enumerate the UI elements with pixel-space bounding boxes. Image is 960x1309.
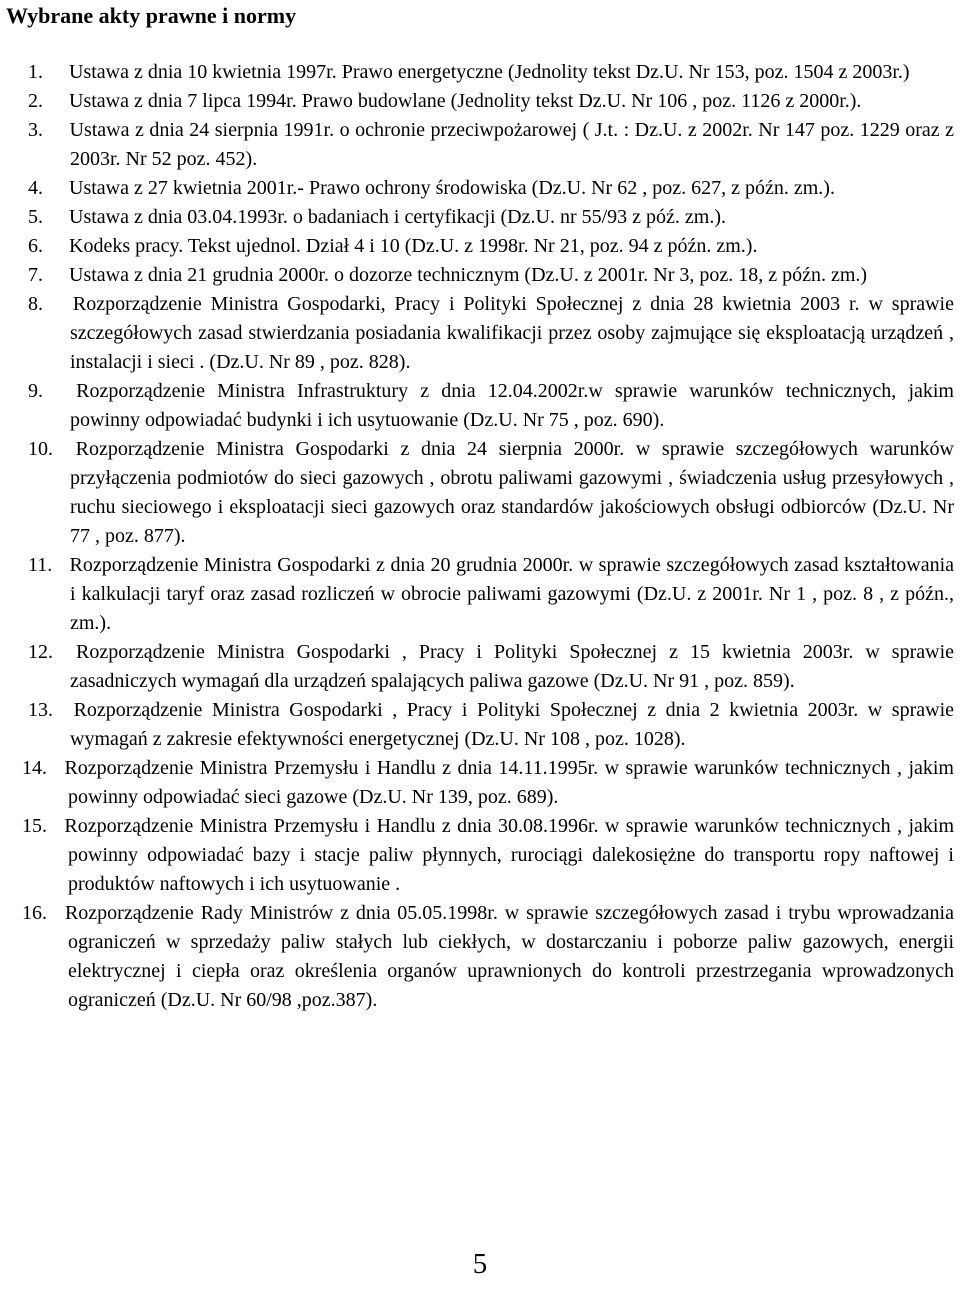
item-text: Ustawa z dnia 7 lipca 1994r. Prawo budowlane (Jednolity tekst Dz.U. Nr 106 , poz. 1126 z 2000r.). xyxy=(69,90,862,112)
list-item xyxy=(0,696,960,754)
item-text: Rozporządzenie Ministra Infrastruktury z dnia 12.04.2002r.w sprawie warunków technicznych, jakim powinny odpowiadać budynki i ich usytuowanie (Dz.U. Nr 75 , poz. 690). xyxy=(70,380,954,431)
item-number: 3. xyxy=(28,119,43,141)
item-text: Rozporządzenie Ministra Gospodarki , Pracy i Polityki Społecznej z dnia 2 kwietnia 2003r. w sprawie wymagań z zakresie efektywności energetycznej (Dz.U. Nr 108 , poz. 1028). xyxy=(70,699,955,750)
item-number: 14. xyxy=(22,757,47,779)
item-text: Rozporządzenie Ministra Gospodarki , Pracy i Polityki Społecznej z 15 kwietnia 2003r. w sprawie zasadniczych wymagań dla urządzeń spalających paliwa gazowe (Dz.U. Nr 91 , poz. 859). xyxy=(70,641,954,692)
item-number: 6. xyxy=(28,235,43,257)
item-number: 2. xyxy=(28,90,43,112)
item-text: Rozporządzenie Rady Ministrów z dnia 05.05.1998r. w sprawie szczegółowych zasad i trybu wprowadzania ograniczeń w sprzedaży paliw stałych lub ciekłych, w dostarczaniu i poborze paliw gazowych, energii elektrycznej i ciepła oraz określenia organów uprawnionych do kontroli przestrzegania wprowadzonych ograniczeń (Dz.U. Nr 60/98 ,poz.387). xyxy=(64,902,954,1011)
item-text: Ustawa z 27 kwietnia 2001r.- Prawo ochrony środowiska (Dz.U. Nr 62 , poz. 627, z późn. zm.). xyxy=(69,177,835,199)
list-item xyxy=(0,87,960,116)
list-item xyxy=(0,812,960,899)
item-number: 13. xyxy=(28,699,53,721)
list-item xyxy=(0,261,960,290)
item-number: 9. xyxy=(28,380,43,402)
list-item xyxy=(0,899,960,1015)
item-text: Rozporządzenie Ministra Przemysłu i Handlu z dnia 30.08.1996r. w sprawie warunków technicznych , jakim powinny odpowiadać bazy i stacje paliw płynnych, rurociągi dalekosiężne do transportu ropy naftowej i produktów naftowych i ich usytuowanie . xyxy=(64,815,955,895)
item-number: 12. xyxy=(28,641,53,663)
item-text: Rozporządzenie Ministra Gospodarki z dnia 20 grudnia 2000r. w sprawie szczegółowych zasad kształtowania i kalkulacji taryf oraz zasad rozliczeń w obrocie paliwami gazowymi (Dz.U. z 2001r. Nr 1 , poz. 8 , z późn., zm.). xyxy=(69,554,955,634)
item-number: 16. xyxy=(22,902,47,924)
list-item xyxy=(0,116,960,174)
item-number: 4. xyxy=(28,177,43,199)
item-number: 15. xyxy=(22,815,47,837)
item-text: Ustawa z dnia 24 sierpnia 1991r. o ochronie przeciwpożarowej ( J.t. : Dz.U. z 2002r. Nr 147 poz. 1229 oraz z 2003r. Nr 52 poz. 452). xyxy=(69,119,954,170)
item-text: Rozporządzenie Ministra Gospodarki, Pracy i Polityki Społecznej z dnia 28 kwietnia 2003 r. w sprawie szczegółowych zasad stwierdzania posiadania kwalifikacji przez osoby zajmujące się eksploatacją urządzeń , instalacji i sieci . (Dz.U. Nr 89 , poz. 828). xyxy=(70,293,954,373)
list-item xyxy=(0,435,960,551)
list-item xyxy=(0,58,960,87)
page-number: 5 xyxy=(472,1248,488,1280)
item-text: Ustawa z dnia 10 kwietnia 1997r. Prawo energetyczne (Jednolity tekst Dz.U. Nr 153, poz. 1504 z 2003r.) xyxy=(69,61,910,83)
item-number: 1. xyxy=(28,61,43,83)
item-number: 8. xyxy=(28,293,43,315)
list-item xyxy=(0,638,960,696)
item-number: 11. xyxy=(28,554,53,576)
list-item xyxy=(0,203,960,232)
list-item xyxy=(0,232,960,261)
item-number: 10. xyxy=(28,438,53,460)
list-item xyxy=(0,551,960,638)
item-text: Ustawa z dnia 03.04.1993r. o badaniach i certyfikacji (Dz.U. nr 55/93 z póź. zm.). xyxy=(69,206,727,228)
item-text: Rozporządzenie Ministra Gospodarki z dnia 24 sierpnia 2000r. w sprawie szczegółowych warunków przyłączenia podmiotów do sieci gazowych , obrotu paliwami gazowymi , świadczenia usług przesyłowych , ruchu sieciowego i eksploatacji sieci gazowych oraz standardów jakościowych obsługi odbiorców (Dz.U. Nr 77 , poz. 877). xyxy=(70,438,954,547)
item-text: Rozporządzenie Ministra Przemysłu i Handlu z dnia 14.11.1995r. w sprawie warunków technicznych , jakim powinny odpowiadać sieci gazowe (Dz.U. Nr 139, poz. 689). xyxy=(64,757,954,808)
item-text: Ustawa z dnia 21 grudnia 2000r. o dozorze technicznym (Dz.U. z 2001r. Nr 3, poz. 18, z późn. zm.) xyxy=(69,264,868,286)
list-item xyxy=(0,174,960,203)
legal-acts-list xyxy=(0,58,960,1015)
list-item xyxy=(0,290,960,377)
list-item xyxy=(0,377,960,435)
item-text: Kodeks pracy. Tekst ujednol. Dział 4 i 10 (Dz.U. z 1998r. Nr 21, poz. 94 z późn. zm.). xyxy=(69,235,758,257)
item-number: 5. xyxy=(28,206,43,228)
list-item xyxy=(0,754,960,812)
document-heading: Wybrane akty prawne i normy xyxy=(6,3,297,28)
item-number: 7. xyxy=(28,264,43,286)
